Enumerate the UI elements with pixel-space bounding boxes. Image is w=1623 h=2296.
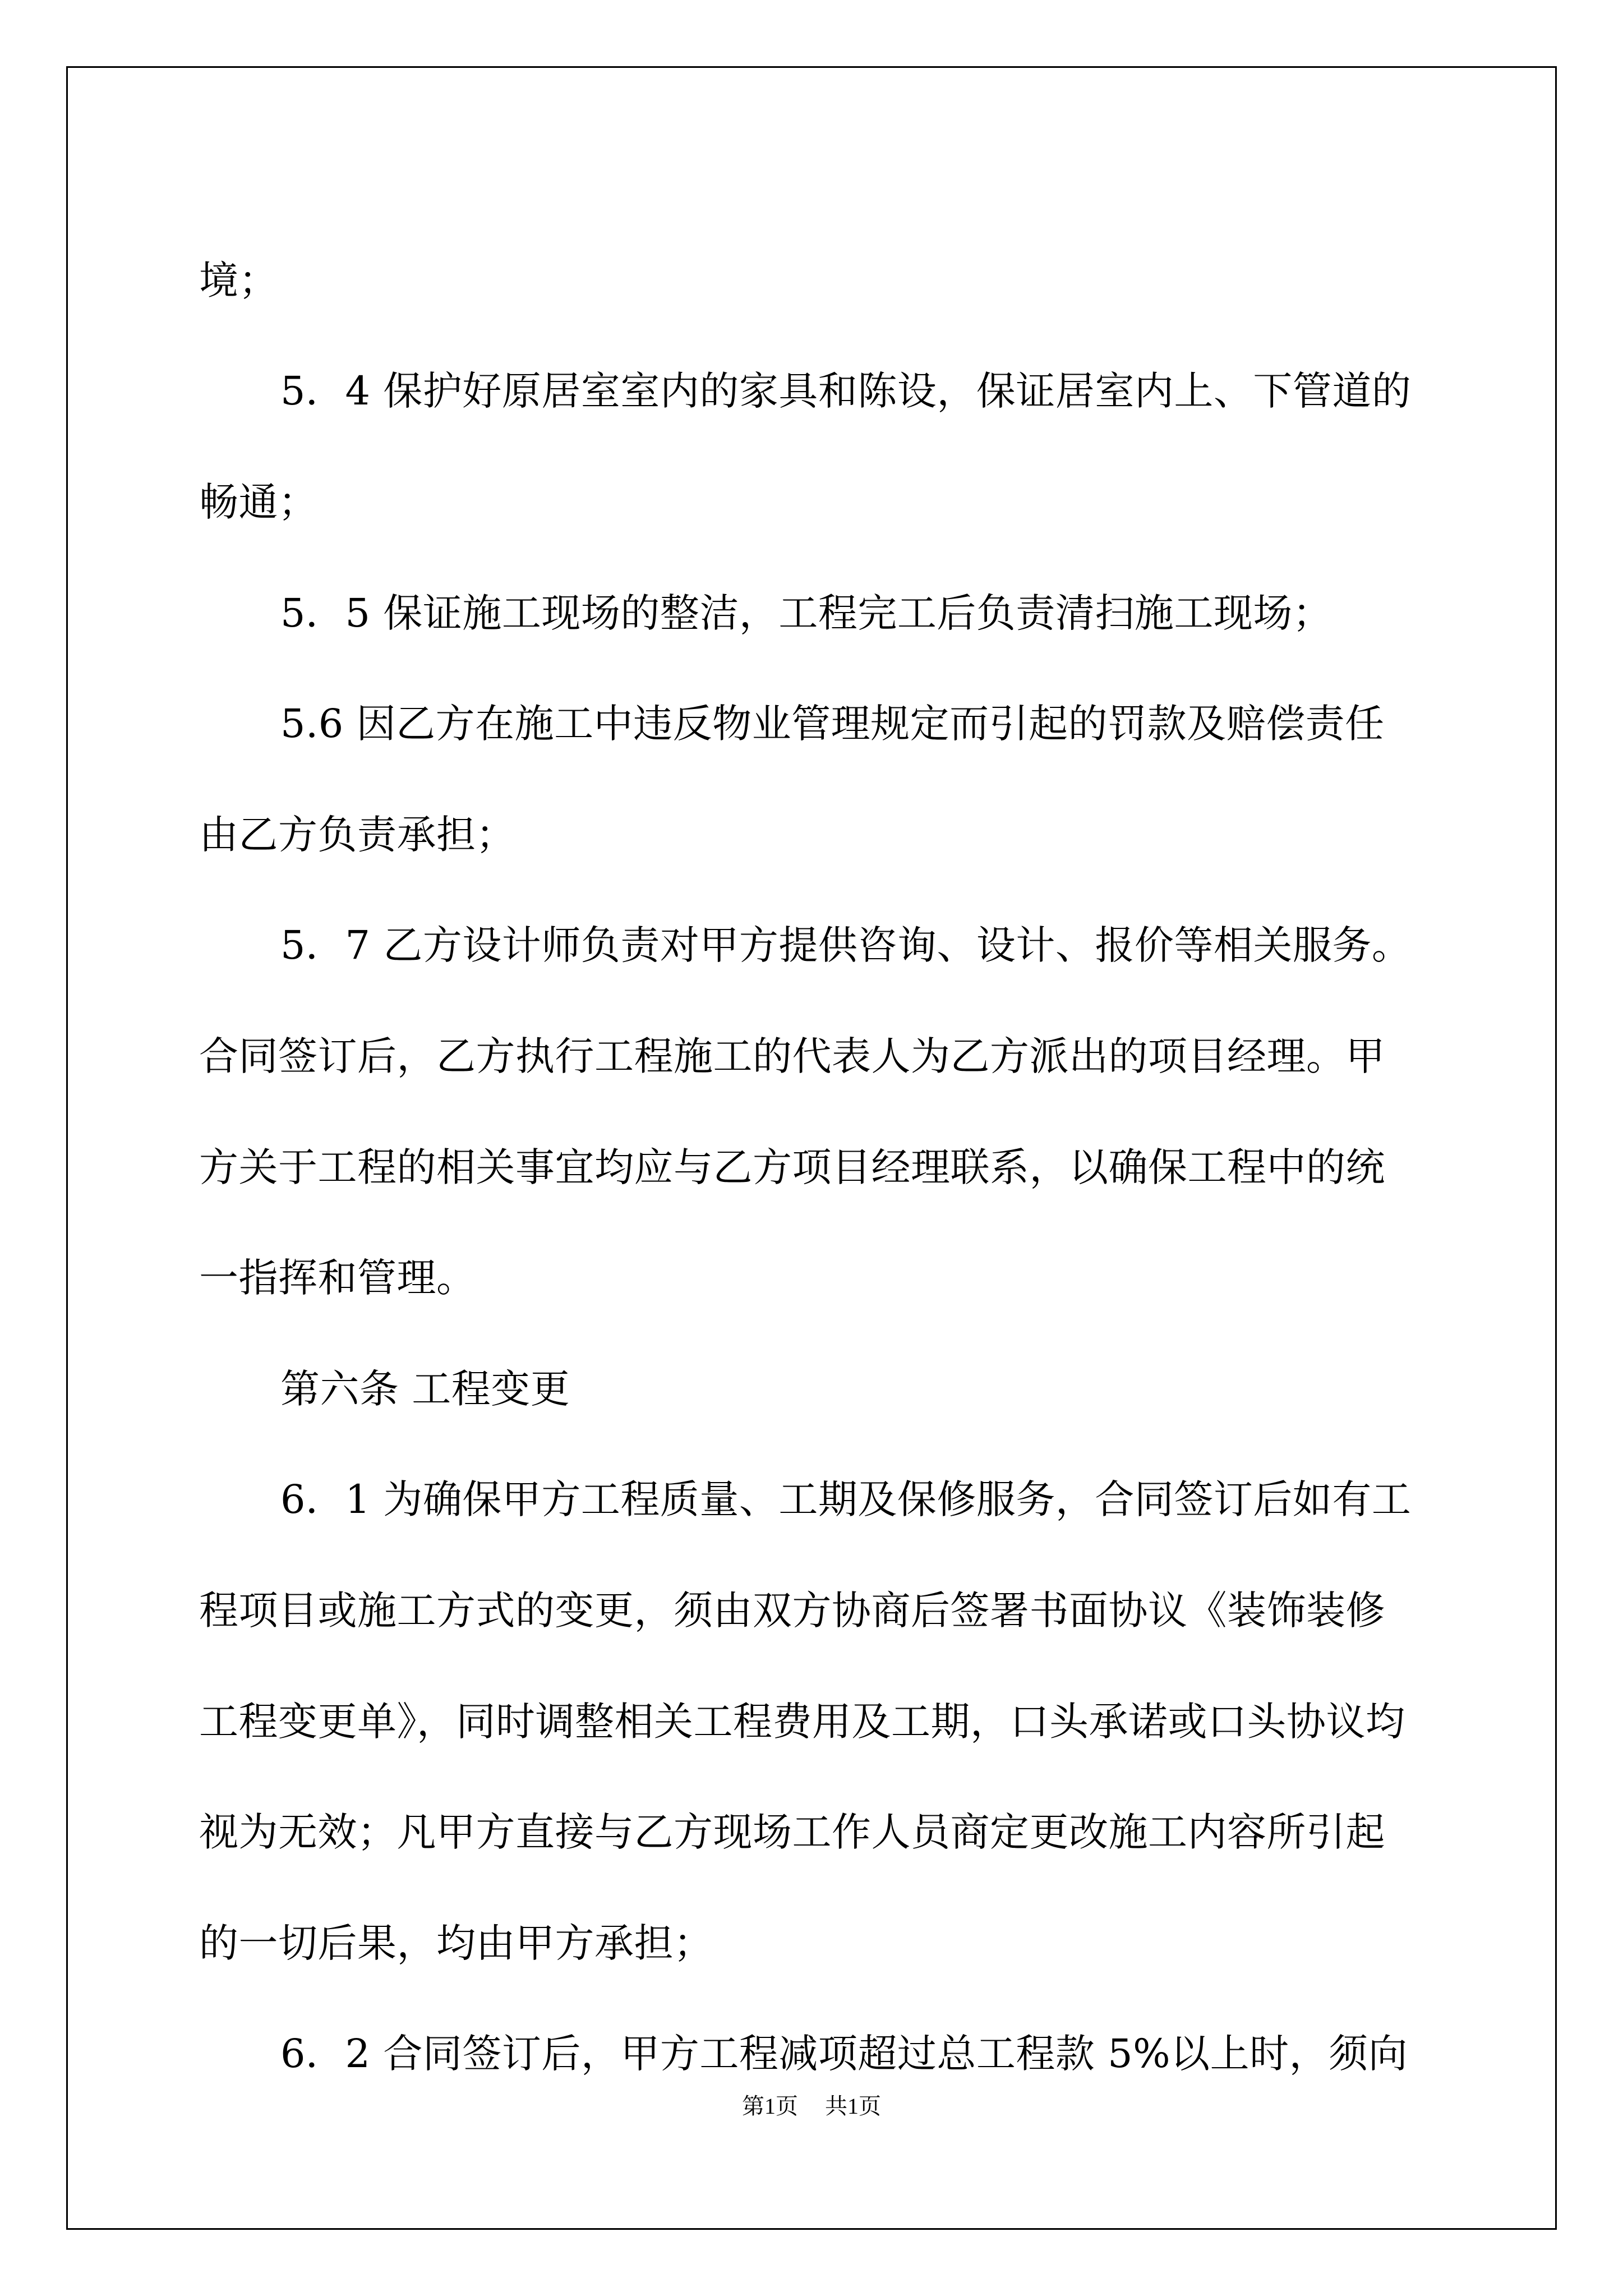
page-footer xyxy=(0,2090,1623,2123)
text-line: 的一切后果，均由甲方承担； xyxy=(199,1920,713,1966)
text-line: 由乙方负责承担； xyxy=(199,812,515,858)
page-total: 共1页 xyxy=(825,2093,881,2119)
text-line: 方关于工程的相关事宜均应与乙方项目经理联系，以确保工程中的统 xyxy=(199,1144,1385,1190)
text-line: 程项目或施工方式的变更，须由双方协商后签署书面协议《装饰装修 xyxy=(199,1588,1385,1634)
page-number: 第1页 xyxy=(742,2093,798,2119)
text-line: 畅通； xyxy=(199,479,318,525)
text-line: 5．4 保护好原居室室内的家具和陈设，保证居室内上、下管道的 xyxy=(280,368,1412,414)
text-line: 6．2 合同签订后，甲方工程减项超过总工程款 5%以上时，须向 xyxy=(280,2031,1408,2077)
text-line: 6．1 为确保甲方工程质量、工期及保修服务，合同签订后如有工 xyxy=(280,1476,1412,1522)
text-line: 境； xyxy=(199,257,278,303)
text-line: 5．5 保证施工现场的整洁，工程完工后负责清扫施工现场； xyxy=(280,590,1332,636)
text-line: 5．7 乙方设计师负责对甲方提供咨询、设计、报价等相关服务。 xyxy=(280,922,1412,968)
text-line: 一指挥和管理。 xyxy=(199,1255,476,1301)
text-line: 视为无效；凡甲方直接与乙方现场工作人员商定更改施工内容所引起 xyxy=(199,1809,1385,1855)
text-line: 合同签订后，乙方执行工程施工的代表人为乙方派出的项目经理。甲 xyxy=(199,1033,1385,1079)
text-line: 5.6 因乙方在施工中违反物业管理规定而引起的罚款及赔偿责任 xyxy=(280,701,1385,747)
section-heading: 第六条 工程变更 xyxy=(280,1366,570,1412)
text-line: 工程变更单》，同时调整相关工程费用及工期，口头承诺或口头协议均 xyxy=(199,1699,1405,1745)
